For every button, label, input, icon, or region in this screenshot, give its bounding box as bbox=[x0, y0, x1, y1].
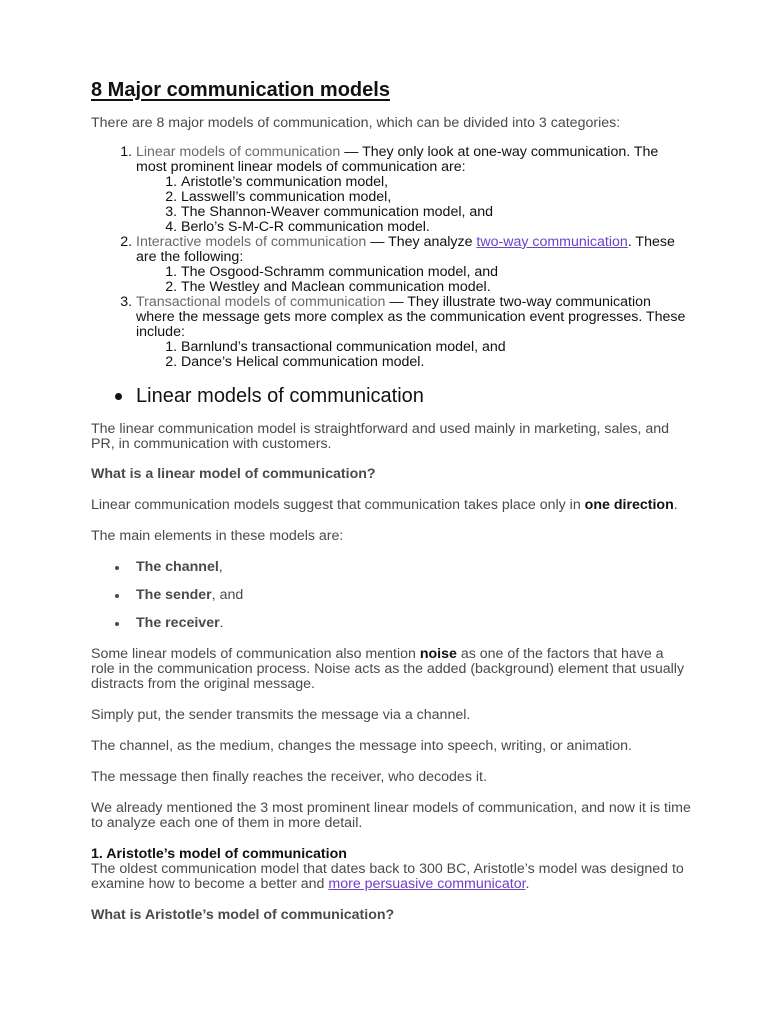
category-desc-interactive: — They analyze bbox=[366, 234, 477, 250]
elements-list bbox=[91, 560, 691, 631]
category-item-interactive bbox=[136, 235, 691, 295]
aristotle-paragraph: The oldest communication model that dates back to 300 BC, Aristotle’s model was designed to examine how to become a better and more persuasive communicator. bbox=[91, 861, 684, 892]
list-item: The sender, and bbox=[91, 588, 691, 603]
list-item: 4. Berlo’s S-M-C-R communication model. bbox=[181, 220, 691, 235]
message-paragraph: The message then finally reaches the receiver, who decodes it. bbox=[91, 769, 487, 785]
linear-models-list bbox=[136, 175, 691, 235]
list-item: 3. The Shannon-Weaver communication model, and bbox=[181, 205, 691, 220]
persuasive-communicator-link[interactable]: more persuasive communicator bbox=[328, 876, 526, 892]
noise-paragraph: Some linear models of communication also mention noise as one of the factors that have a role in the communication process. Noise acts as the added (background) element that usually distracts from the original message. bbox=[91, 646, 685, 692]
category-desc-interactive-end: . These are the following: bbox=[136, 234, 675, 265]
bullet-icon bbox=[115, 622, 119, 626]
intro-paragraph: There are 8 major models of communication, which can be divided into 3 categories: bbox=[91, 115, 621, 131]
document-page bbox=[91, 78, 691, 923]
list-item: 2. Lasswell’s communication model, bbox=[181, 190, 691, 205]
list-item: 1. Barnlund’s transactional communication model, and bbox=[181, 340, 691, 355]
already-paragraph: We already mentioned the 3 most prominent linear models of communication, and now it is time to analyze each one of them in more detail. bbox=[91, 800, 691, 831]
category-desc-transactional: — They illustrate two-way communication where the message gets more complex as the communication event progresses. These include: bbox=[136, 294, 686, 340]
list-item: 1. Aristotle’s communication model, bbox=[181, 175, 691, 190]
category-name-linear[interactable]: Linear models of communication bbox=[136, 144, 341, 160]
simply-paragraph: Simply put, the sender transmits the message via a channel. bbox=[91, 707, 471, 723]
list-item: 2. The Westley and Maclean communication model. bbox=[181, 280, 691, 295]
question-heading-aristotle: What is Aristotle’s model of communication? bbox=[91, 907, 395, 923]
category-item-transactional bbox=[136, 295, 691, 370]
transactional-models-list bbox=[136, 340, 691, 370]
linear-definition-paragraph: Linear communication models suggest that communication takes place only in one direction. bbox=[91, 497, 678, 513]
page-title: 8 Major communication models bbox=[91, 79, 390, 101]
question-heading-linear: What is a linear model of communication? bbox=[91, 466, 376, 482]
bullet-icon bbox=[115, 393, 122, 400]
linear-intro-paragraph: The linear communication model is straightforward and used mainly in marketing, sales, and PR, in communication with customers. bbox=[91, 421, 670, 452]
interactive-models-list bbox=[136, 265, 691, 295]
category-name-interactive[interactable]: Interactive models of communication bbox=[136, 234, 367, 250]
section-heading-text: Linear models of communication bbox=[136, 385, 424, 407]
section-heading bbox=[91, 384, 691, 408]
list-item: The channel, bbox=[91, 560, 691, 575]
bullet-icon bbox=[115, 566, 119, 570]
category-name-transactional[interactable]: Transactional models of communication bbox=[136, 294, 386, 310]
two-way-communication-link[interactable]: two-way communication bbox=[476, 234, 628, 250]
channel-paragraph: The channel, as the medium, changes the message into speech, writing, or animation. bbox=[91, 738, 633, 754]
bullet-icon bbox=[115, 594, 119, 598]
list-item: 1. The Osgood-Schramm communication model, and bbox=[181, 265, 691, 280]
list-item: 2. Dance’s Helical communication model. bbox=[181, 355, 691, 370]
list-item: The receiver. bbox=[91, 616, 691, 631]
elements-intro-paragraph: The main elements in these models are: bbox=[91, 528, 344, 544]
categories-list bbox=[91, 145, 691, 370]
category-desc-linear: — They only look at one-way communication. The most prominent linear models of communication are: bbox=[136, 144, 659, 175]
category-item-linear bbox=[136, 145, 691, 235]
aristotle-heading: 1. Aristotle’s model of communication bbox=[91, 846, 347, 862]
